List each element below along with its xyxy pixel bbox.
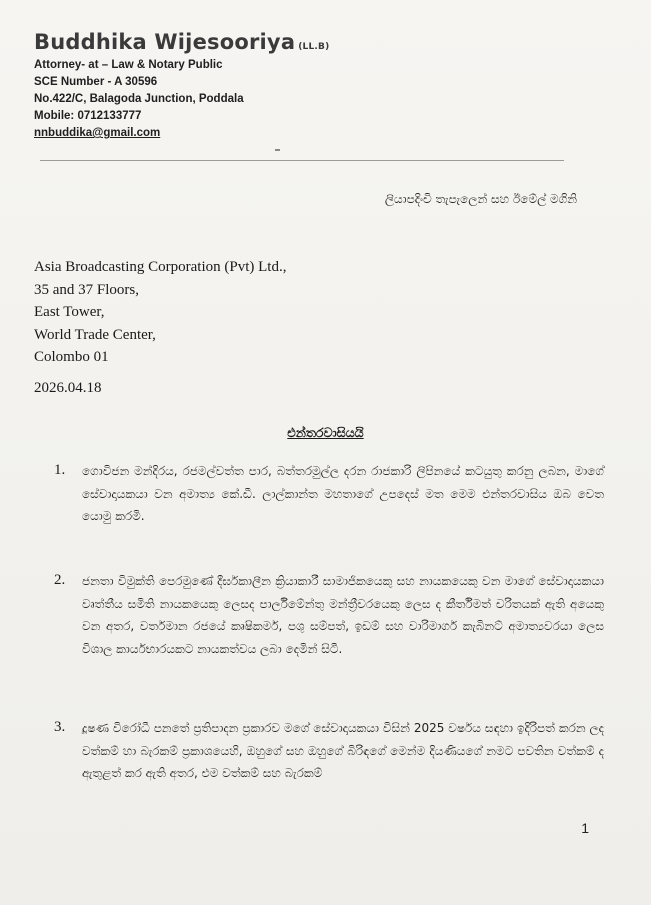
letter-subject: එන්තරවාසියයි xyxy=(287,425,364,440)
letterhead-title: Attorney- at – Law & Notary Public xyxy=(34,59,223,71)
recipient-line: 35 and 37 Floors, xyxy=(34,281,139,298)
letterhead-name-block xyxy=(34,30,329,54)
letterhead-mobile: Mobile: 0712133777 xyxy=(34,110,142,122)
recipient-line: Colombo 01 xyxy=(34,349,109,365)
recipient-line: Asia Broadcasting Corporation (Pvt) Ltd., xyxy=(34,259,287,275)
letterhead-address: No.422/C, Balagoda Junction, Poddala xyxy=(34,93,244,105)
recipient-line: East Tower, xyxy=(34,304,105,320)
scan-speck xyxy=(275,149,280,151)
delivery-note: ලියාපදිංචි තැපැලෙන් සහ ඊමේල් මගිනි xyxy=(384,192,577,206)
page-number: 1 xyxy=(581,820,589,836)
recipient-address xyxy=(34,256,286,369)
letterhead-email[interactable]: nnbuddika@gmail.com xyxy=(34,127,161,139)
paragraph-text: ජනතා විමුක්ති පෙරමුණේ දීර්ඝකාලීන ක්‍රියාකාරී සාමාජිකයෙකු සහ නායකයෙකු වන මාගේ සේවාදායකයා වෘත්තීය සමිති නායකයෙකු ලෙසද පාර්ලිමේන්තු මන්ත්‍රීවරයෙකු ලෙස ද කීර්තිමත් චරිතයක් ඇති අයෙකු වන අතර, වර්තමාන රජයේ කෘෂිකර්ම, පශු සම්පත්, ඉඩම් සහ වාරිමාර්ග කැබිනට් අමාත්‍යවරයා ලෙස විශාල කාර්යභාරයකට නායකත්වය ලබා දෙමින් සිටී. xyxy=(82,574,604,656)
paragraph-number: 2. xyxy=(54,572,66,588)
letterhead-sce: SCE Number - A 30596 xyxy=(34,76,158,88)
attorney-name: Buddhika Wijesooriya xyxy=(34,30,296,54)
recipient-line: World Trade Center, xyxy=(34,326,156,343)
paragraph-number: 1. xyxy=(54,462,66,478)
letterhead-details xyxy=(34,57,244,142)
paragraph-number: 3. xyxy=(54,719,66,735)
credential: (LL.B) xyxy=(298,42,330,52)
header-divider xyxy=(40,160,564,161)
paragraph-text: දූෂණ විරෝධී පනතේ ප්‍රතිපාදන ප්‍රකාරව මගේ සේවාදායකයා විසින් 2025 වර්ෂය සඳහා ඉදිරිපත් කරන ලද වත්කම් හා බැරකම් ප්‍රකාශයෙහි, ඔහුගේ සහ ඔහුගේ බිරිඳගේ මෙන්ම දියණියගේ නමට පවතින වත්කම් ද ඇතුළත් කර ඇති අතර, එම වත්කම් සහ බැරකම් xyxy=(82,721,604,780)
paragraph-text: ගොවිජන මන්දිරය, රජමල්වත්ත පාර, බත්තරමුල්ල දරන රාජකාරි ලිපිනයේ කටයුතු කරනු ලබන, මාගේ සේවාදායකයා වන අමාත්‍ය කේ.ඩී. ලාල්කාන්ත මහතාගේ උපදෙස් මත මෙම එන්තරවාසිය ඔබ වෙත යොමු කරමි. xyxy=(82,464,604,523)
letter-date: 2026.04.18 xyxy=(34,380,102,396)
